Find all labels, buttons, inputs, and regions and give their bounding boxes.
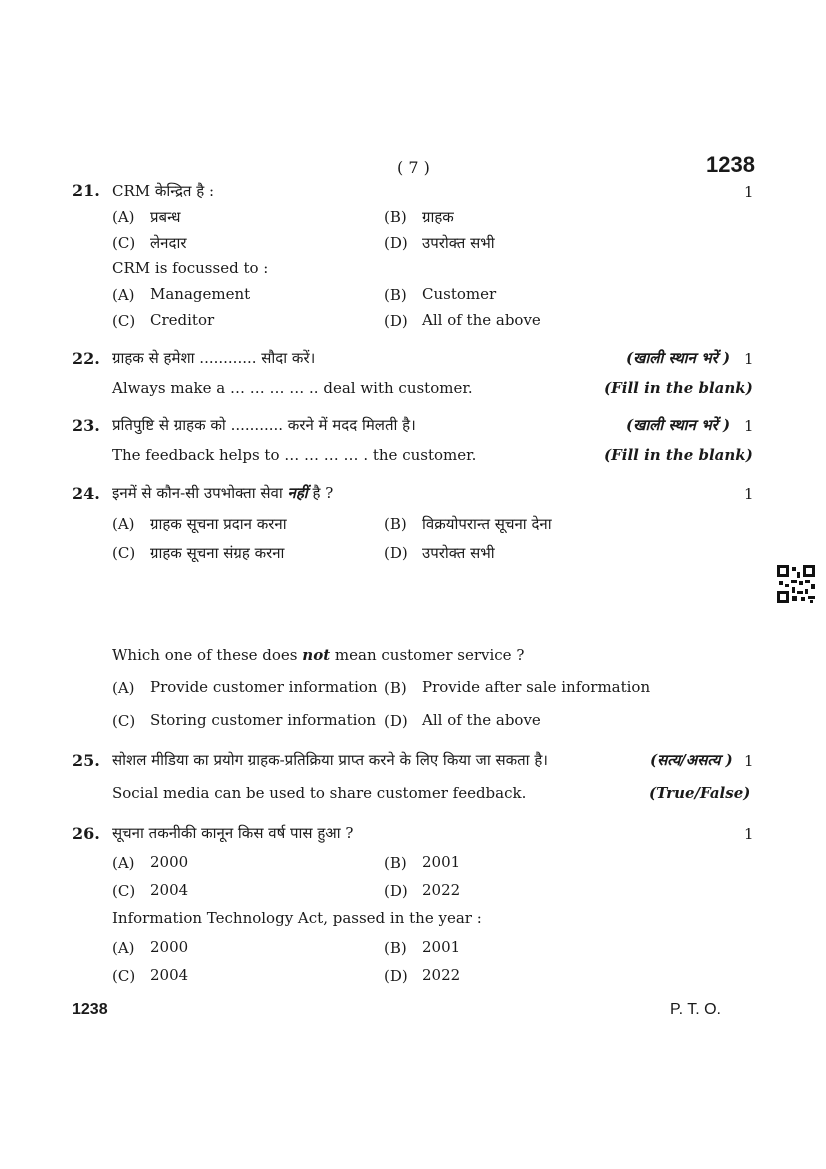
question-text-english: [112, 646, 524, 664]
option-text: 2000: [150, 853, 189, 871]
question-text-part: Which one of these does: [112, 646, 298, 664]
option-text: 2004: [150, 881, 189, 899]
option-label: (A): [112, 515, 135, 533]
option-text: Provide customer information: [150, 678, 378, 696]
option-label: (B): [384, 854, 407, 872]
marks: 1: [744, 485, 754, 503]
option-text: Provide after sale information: [422, 678, 651, 696]
question-text-english: Always make a … … … … .. deal with customer.: [112, 379, 473, 397]
option-text: All of the above: [422, 711, 541, 729]
option-text: ग्राहक: [422, 208, 454, 226]
option-label: (C): [112, 544, 136, 562]
option-label: (A): [112, 286, 135, 304]
question-text-part: mean customer service ?: [334, 646, 525, 664]
question-text-part: है ?: [312, 484, 334, 502]
paper-code: 1238: [706, 152, 755, 177]
question-type-hindi: (खाली स्थान भरें ): [626, 416, 731, 434]
question-type-english: (True/False): [649, 784, 751, 802]
option-text: 2001: [422, 853, 461, 871]
option-label: (B): [384, 515, 407, 533]
option-text: Customer: [422, 285, 497, 303]
option-label: (D): [384, 312, 408, 330]
question-text-english: CRM is focussed to :: [112, 259, 269, 277]
question-type-hindi: (खाली स्थान भरें ): [626, 349, 731, 367]
qr-code-icon: [777, 565, 815, 603]
option-text: 2022: [422, 881, 461, 899]
option-label: (C): [112, 712, 136, 730]
option-text: Storing customer information: [150, 711, 377, 729]
question-number: 24.: [72, 484, 100, 503]
marks: 1: [744, 183, 754, 201]
marks: 1: [744, 752, 754, 770]
option-text: All of the above: [422, 311, 541, 329]
question-text-hindi: सोशल मीडिया का प्रयोग ग्राहक-प्रतिक्रिया प्राप्त करने के लिए किया जा सकता है।: [112, 751, 548, 769]
footer-paper-code: 1238: [72, 1001, 108, 1018]
option-label: (C): [112, 967, 136, 985]
option-label: (D): [384, 882, 408, 900]
question-text-hindi: सूचना तकनीकी कानून किस वर्ष पास हुआ ?: [112, 824, 354, 842]
question-type-english: (Fill in the blank): [604, 379, 753, 397]
option-label: (D): [384, 234, 408, 252]
option-text: विक्रयोपरान्त सूचना देना: [422, 515, 552, 533]
option-label: (C): [112, 882, 136, 900]
option-label: (C): [112, 312, 136, 330]
emphasis-word: not: [302, 646, 331, 664]
option-text: Creditor: [150, 311, 215, 329]
option-label: (A): [112, 854, 135, 872]
question-number: 26.: [72, 824, 100, 843]
option-text: Management: [150, 285, 251, 303]
question-text-hindi: [112, 483, 333, 503]
option-label: (A): [112, 208, 135, 226]
option-label: (B): [384, 286, 407, 304]
question-text-hindi: ग्राहक से हमेशा ............ सौदा करें।: [112, 349, 316, 367]
question-text-part: इनमें से कौन-सी उपभोक्ता सेवा: [112, 484, 283, 502]
option-label: (A): [112, 939, 135, 957]
question-text-english: Information Technology Act, passed in the year :: [112, 909, 482, 927]
marks: 1: [744, 417, 754, 435]
option-text: ग्राहक सूचना संग्रह करना: [150, 544, 285, 562]
marks: 1: [744, 825, 754, 843]
emphasis-word: नहीं: [287, 484, 308, 502]
question-text-english: Social media can be used to share customer feedback.: [112, 784, 527, 802]
footer-pto: P. T. O.: [670, 1001, 721, 1018]
option-label: (D): [384, 544, 408, 562]
option-label: (D): [384, 712, 408, 730]
option-text: लेनदार: [150, 234, 187, 252]
option-label: (D): [384, 967, 408, 985]
question-type-hindi: (सत्य/असत्य ): [650, 751, 733, 769]
question-number: 21.: [72, 181, 100, 200]
question-number: 22.: [72, 349, 100, 368]
option-label: (B): [384, 679, 407, 697]
option-label: (C): [112, 234, 136, 252]
question-text-english: The feedback helps to … … … … . the customer.: [112, 446, 477, 464]
option-label: (B): [384, 208, 407, 226]
option-text: 2004: [150, 966, 189, 984]
question-number: 23.: [72, 416, 100, 435]
option-text: 2001: [422, 938, 461, 956]
marks: 1: [744, 350, 754, 368]
option-text: 2022: [422, 966, 461, 984]
option-text: उपरोक्त सभी: [422, 544, 495, 562]
option-text: ग्राहक सूचना प्रदान करना: [150, 515, 287, 533]
option-label: (B): [384, 939, 407, 957]
question-text-hindi: प्रतिपुष्टि से ग्राहक को ........... करने में मदद मिलती है।: [112, 416, 416, 434]
page-number: ( 7 ): [397, 158, 430, 177]
option-label: (A): [112, 679, 135, 697]
option-text: प्रबन्ध: [150, 208, 181, 226]
question-text-hindi: CRM केन्द्रित है :: [112, 182, 215, 200]
question-number: 25.: [72, 751, 100, 770]
question-type-english: (Fill in the blank): [604, 446, 753, 464]
option-text: 2000: [150, 938, 189, 956]
option-text: उपरोक्त सभी: [422, 234, 495, 252]
